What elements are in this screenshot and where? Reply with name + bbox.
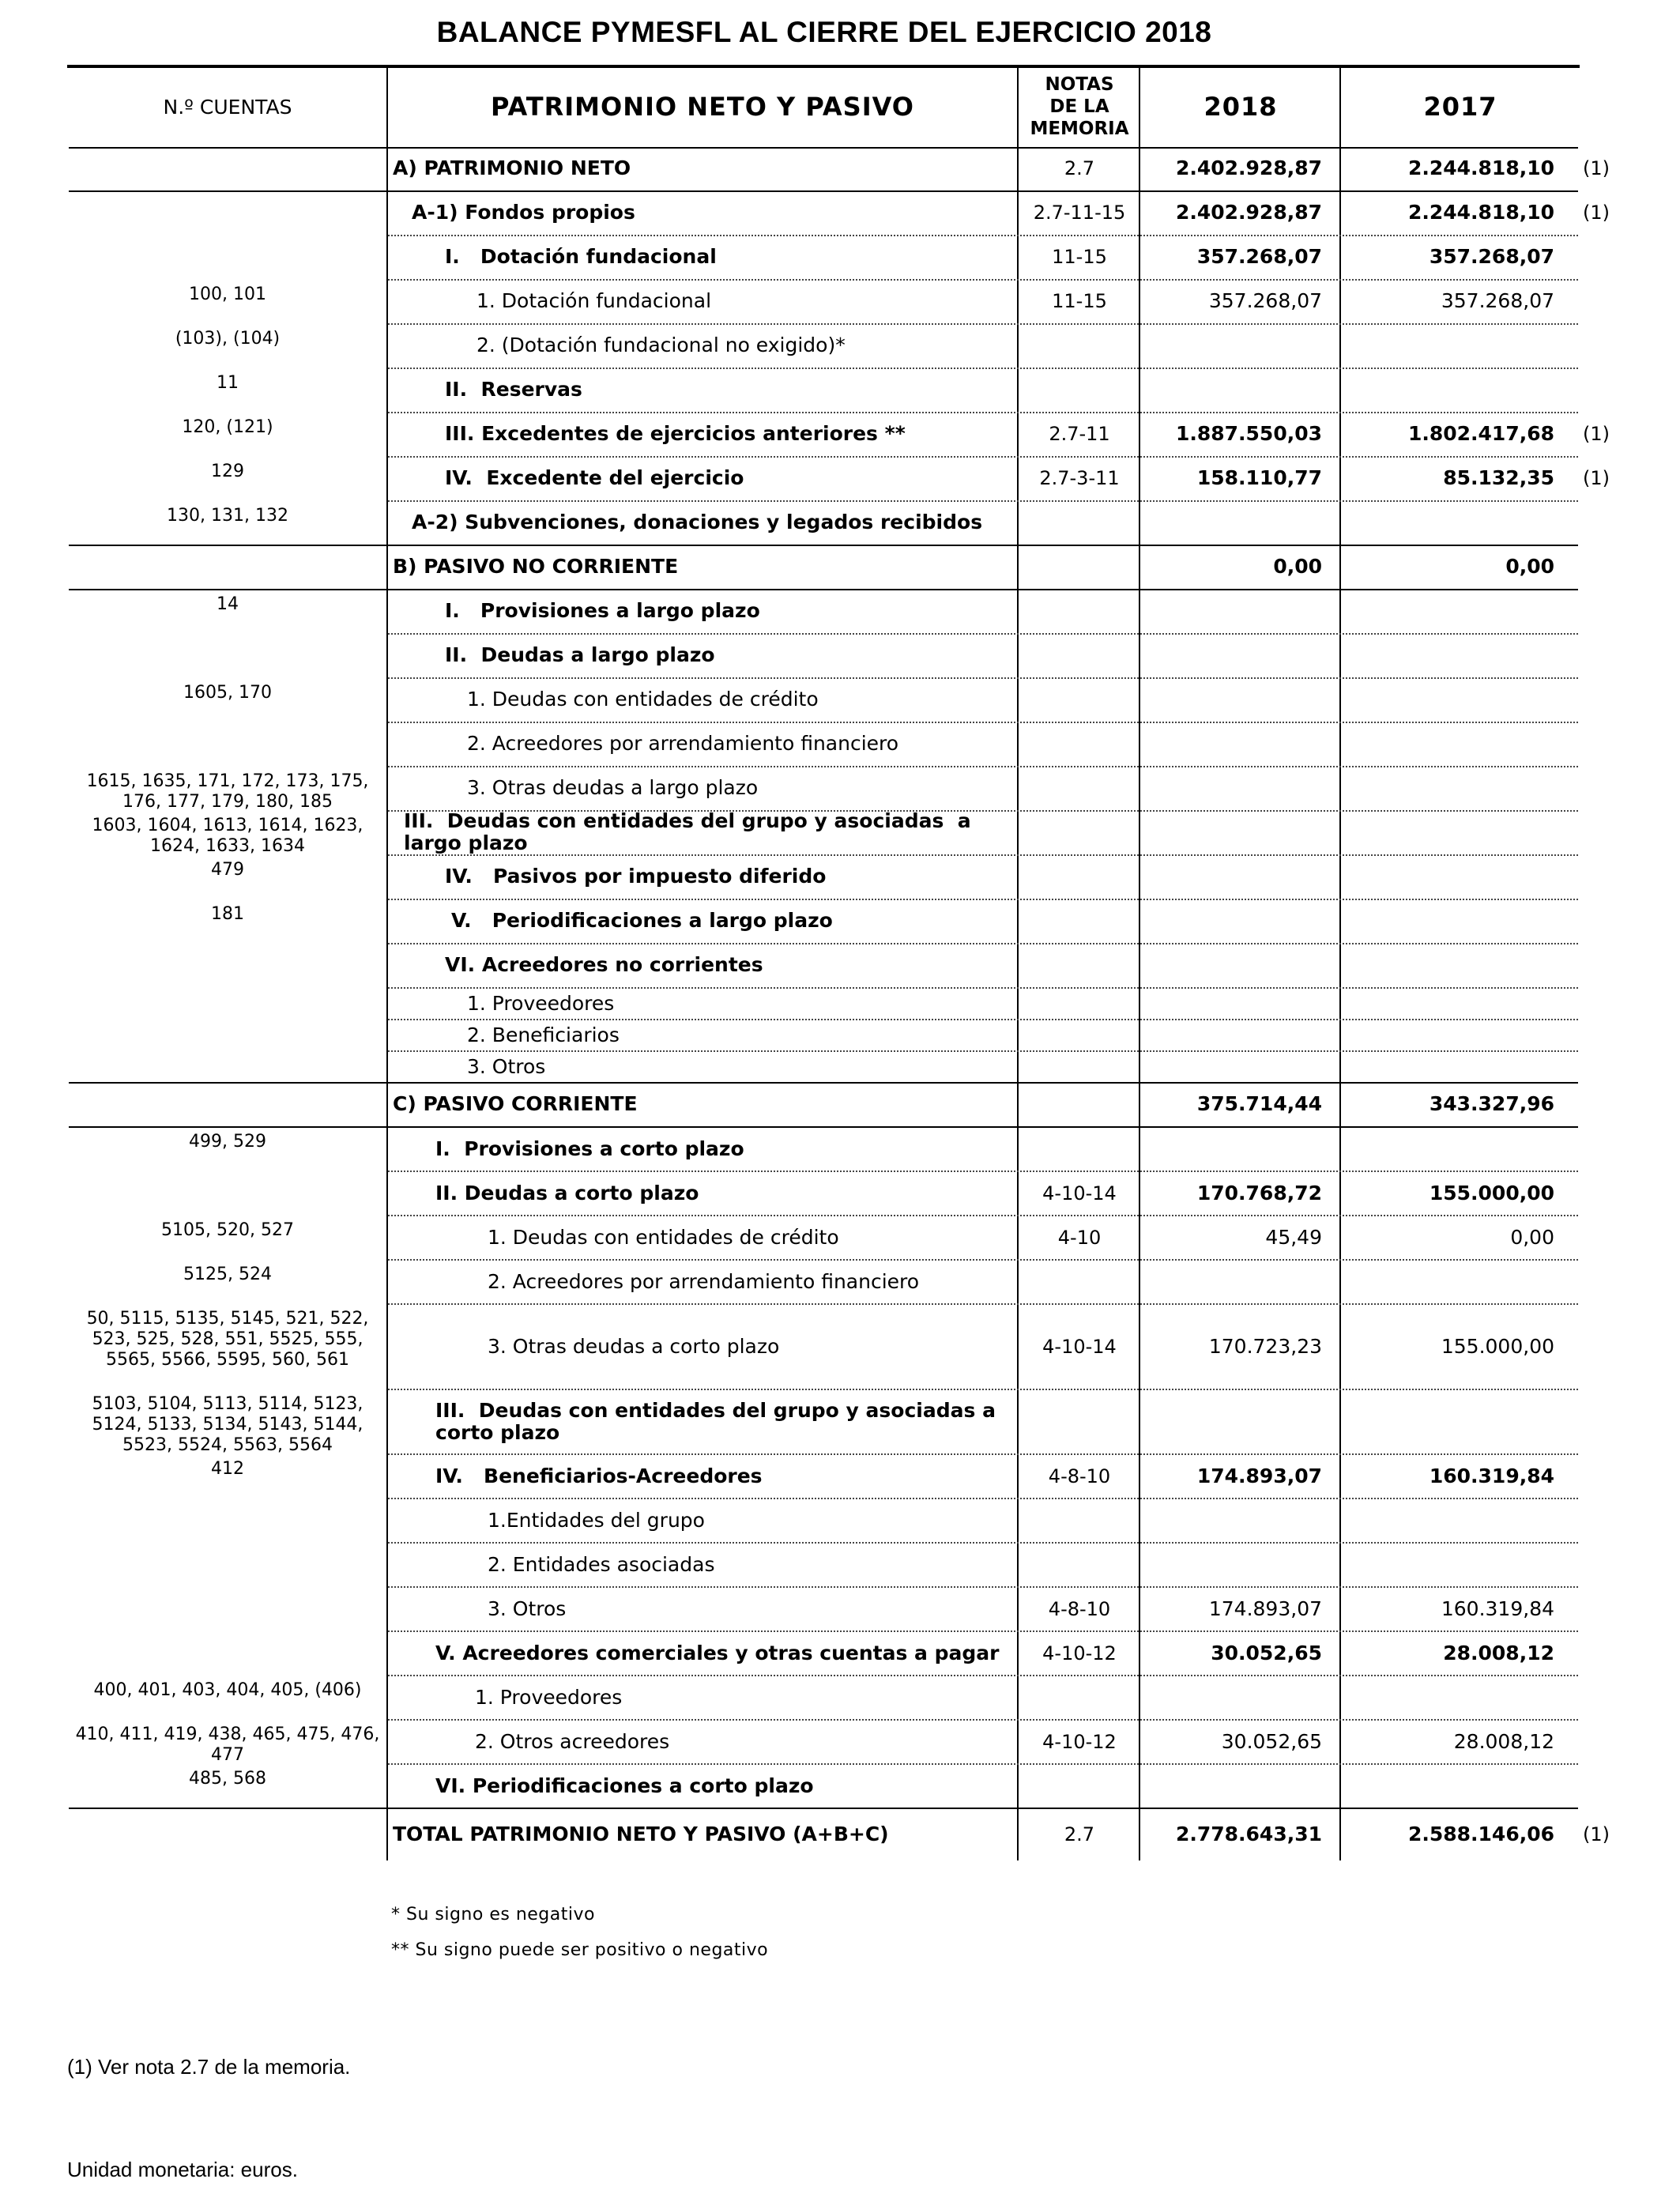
table-row [69, 1676, 1578, 1720]
row-nota [1020, 811, 1139, 854]
row-value-2018 [1142, 855, 1339, 898]
row-nota [1020, 501, 1139, 544]
header-year-2017: 2017 [1423, 92, 1497, 122]
row-cuentas: 410, 411, 419, 438, 465, 475, 476, 477 [75, 1725, 380, 1765]
row-flag [1583, 1764, 1622, 1808]
row-value-2017 [1343, 1389, 1576, 1454]
table-row [69, 457, 1610, 499]
row-cuentas: 120, (121) [182, 417, 273, 437]
row-flag: (1) [1583, 467, 1610, 489]
row-concepto: I. Provisiones a largo plazo [445, 599, 760, 622]
row-value-2017 [1343, 501, 1576, 544]
table-row [69, 722, 1578, 765]
table-row [69, 944, 1578, 986]
row-nota: 4-10-14 [1042, 1336, 1117, 1358]
row-concepto: 1. Deudas con entidades de crédito [488, 1226, 839, 1249]
row-concepto: II. Deudas a corto plazo [435, 1182, 699, 1204]
row-flag [1583, 1389, 1622, 1454]
row-value-2018 [1142, 1389, 1339, 1454]
page-title: BALANCE PYMESFL AL CIERRE DEL EJERCICIO 2018 [436, 16, 1212, 48]
row-cuentas: 11 [217, 373, 239, 393]
row-flag [1583, 1127, 1622, 1171]
row-value-2017 [1343, 678, 1576, 721]
row-concepto: VI. Periodificaciones a corto plazo [435, 1774, 814, 1797]
table-row [69, 545, 1578, 588]
row-concepto: 2. Entidades asociadas [488, 1553, 715, 1576]
row-flag [1583, 590, 1622, 632]
row-value-2018: 2.402.928,87 [1175, 201, 1322, 224]
row-nota [1020, 368, 1139, 411]
table-row [69, 413, 1610, 455]
header-year-2018: 2018 [1203, 92, 1278, 122]
row-concepto: 2. (Dotación fundacional no exigido)* [477, 334, 846, 356]
table-row [69, 1260, 1578, 1304]
balance-table [67, 65, 1610, 1845]
row-concepto: 2. Beneficiarios [467, 1023, 620, 1046]
table-row [69, 368, 1578, 411]
row-flag [1583, 1631, 1622, 1676]
row-value-2017 [1343, 1127, 1576, 1171]
row-cuentas: 5125, 524 [183, 1265, 272, 1284]
table-row [69, 147, 1610, 190]
row-value-2018 [1142, 767, 1339, 809]
row-flag [1583, 767, 1622, 809]
row-value-2018 [1142, 1260, 1339, 1304]
table-row [69, 1587, 1578, 1631]
row-cuentas: 5103, 5104, 5113, 5114, 5123, 5124, 5133, 5134, 5143, 5144, 5523, 5524, 5563, 5564 [92, 1394, 363, 1455]
row-value-2018 [1142, 678, 1339, 721]
row-value-2018 [1142, 368, 1339, 411]
footnote-ref: (1) Ver nota 2.7 de la memoria. [67, 2055, 351, 2079]
header-notas-line: MEMORIA [1030, 119, 1129, 139]
row-nota: 11-15 [1052, 246, 1107, 268]
row-value-2018: 170.723,23 [1208, 1335, 1322, 1358]
row-nota [1020, 855, 1139, 898]
row-nota: 2.7-3-11 [1039, 467, 1120, 489]
row-flag [1583, 1051, 1622, 1083]
row-value-2017 [1343, 1764, 1576, 1808]
row-value-2017 [1343, 634, 1576, 677]
row-value-2017 [1343, 722, 1576, 765]
table-row [69, 1498, 1578, 1543]
header-notas-line: DE LA [1049, 96, 1109, 117]
row-nota [1020, 1543, 1139, 1587]
row-nota [1020, 1260, 1139, 1304]
row-nota: 2.7-11 [1049, 423, 1110, 445]
row-value-2018 [1142, 501, 1339, 544]
row-value-2018 [1142, 988, 1339, 1020]
row-flag [1583, 501, 1622, 544]
row-flag: (1) [1583, 423, 1610, 445]
row-value-2018 [1142, 1764, 1339, 1808]
row-concepto: III. Deudas con entidades del grupo y asociadas a largo plazo [404, 809, 978, 854]
row-flag [1583, 1543, 1622, 1587]
row-value-2017: 2.588.146,06 [1407, 1823, 1554, 1845]
row-value-2017 [1343, 324, 1576, 367]
row-flag [1583, 1304, 1622, 1389]
row-flag [1583, 1587, 1622, 1631]
table-row [69, 191, 1610, 234]
row-value-2017 [1343, 590, 1576, 632]
row-flag [1583, 1020, 1622, 1051]
row-concepto: 2. Otros acreedores [475, 1730, 670, 1753]
row-cuentas: 5105, 520, 527 [161, 1220, 294, 1240]
table-row [69, 1216, 1578, 1260]
row-nota [1020, 545, 1139, 588]
row-concepto: 1.Entidades del grupo [488, 1509, 705, 1532]
table-row [69, 1304, 1578, 1389]
row-nota [1020, 1676, 1139, 1720]
row-nota [1020, 634, 1139, 677]
row-value-2017: 155.000,00 [1429, 1182, 1554, 1204]
row-concepto: B) PASIVO NO CORRIENTE [393, 555, 679, 578]
row-nota [1020, 722, 1139, 765]
table-row [69, 678, 1578, 721]
header-notas-line: NOTAS [1045, 74, 1114, 95]
table-row [69, 1720, 1578, 1764]
row-value-2017 [1343, 368, 1576, 411]
row-value-2017 [1343, 944, 1576, 986]
row-nota [1020, 1127, 1139, 1171]
row-value-2018: 45,49 [1265, 1226, 1322, 1249]
row-cuentas: 400, 401, 403, 404, 405, (406) [93, 1680, 362, 1700]
table-row [69, 811, 1578, 854]
row-flag [1583, 944, 1622, 986]
row-value-2017: 357.268,07 [1441, 289, 1554, 312]
row-concepto: IV. Pasivos por impuesto diferido [445, 865, 827, 888]
header-cuentas: N.º CUENTAS [163, 95, 292, 119]
row-concepto: 3. Otros [467, 1055, 546, 1078]
row-value-2017: 160.319,84 [1429, 1465, 1554, 1487]
row-nota: 4-8-10 [1048, 1598, 1111, 1620]
row-value-2018: 174.893,07 [1208, 1597, 1322, 1620]
row-nota: 4-8-10 [1048, 1465, 1111, 1487]
table-row [69, 1389, 1578, 1454]
row-flag [1583, 324, 1622, 367]
row-concepto: I. Dotación fundacional [445, 245, 717, 268]
table-row [69, 501, 1578, 544]
row-nota: 4-10 [1057, 1227, 1102, 1249]
row-cuentas: 1603, 1604, 1613, 1614, 1623, 1624, 1633, 1634 [92, 816, 363, 856]
row-nota: 4-10-12 [1042, 1731, 1117, 1753]
row-concepto: 2. Acreedores por arrendamiento financiero [467, 732, 899, 755]
row-value-2017 [1343, 811, 1576, 854]
table-row [69, 1631, 1578, 1676]
row-flag [1583, 988, 1622, 1020]
row-flag [1583, 1216, 1622, 1260]
row-value-2017 [1343, 1260, 1576, 1304]
row-flag: (1) [1583, 202, 1610, 224]
note-negative: * Su signo es negativo [391, 1905, 595, 1924]
table-row [69, 855, 1578, 898]
row-value-2017: 0,00 [1505, 555, 1554, 578]
row-value-2017 [1343, 1020, 1576, 1051]
row-nota [1020, 767, 1139, 809]
row-value-2018: 2.778.643,31 [1175, 1823, 1322, 1845]
row-value-2018 [1142, 1051, 1339, 1083]
row-value-2017: 28.008,12 [1453, 1730, 1554, 1753]
row-cuentas: 100, 101 [189, 285, 266, 304]
row-cuentas: 181 [211, 904, 244, 924]
table-row [69, 1543, 1578, 1587]
row-concepto: 3. Otras deudas a corto plazo [488, 1335, 780, 1358]
header-notas [1020, 66, 1139, 147]
row-value-2018: 30.052,65 [1211, 1642, 1322, 1664]
table-row [69, 988, 1578, 1020]
row-value-2017: 357.268,07 [1429, 245, 1554, 268]
row-value-2017 [1343, 899, 1576, 942]
table-row [69, 1171, 1578, 1216]
row-value-2018: 357.268,07 [1208, 289, 1322, 312]
row-cuentas: 485, 568 [189, 1769, 266, 1789]
table-row [69, 1808, 1610, 1860]
row-value-2018 [1142, 1020, 1339, 1051]
row-concepto: A-2) Subvenciones, donaciones y legados recibidos [412, 511, 983, 533]
table-row [69, 1764, 1578, 1808]
row-value-2018 [1142, 944, 1339, 986]
row-value-2017: 28.008,12 [1443, 1642, 1554, 1664]
row-concepto: IV. Excedente del ejercicio [445, 466, 744, 489]
row-value-2018: 0,00 [1273, 555, 1322, 578]
row-value-2018: 357.268,07 [1196, 245, 1322, 268]
row-nota [1020, 1083, 1139, 1125]
row-concepto: 1. Proveedores [475, 1686, 623, 1709]
row-value-2018 [1142, 722, 1339, 765]
row-cuentas: 130, 131, 132 [167, 506, 288, 526]
row-value-2018: 174.893,07 [1196, 1465, 1322, 1487]
row-value-2017: 0,00 [1510, 1226, 1554, 1249]
row-flag: (1) [1583, 1823, 1610, 1845]
row-value-2018: 2.402.928,87 [1175, 156, 1322, 179]
row-value-2017: 155.000,00 [1441, 1335, 1554, 1358]
row-nota [1020, 1764, 1139, 1808]
table-row [69, 1454, 1578, 1498]
row-concepto: IV. Beneficiarios-Acreedores [435, 1465, 763, 1487]
row-cuentas: 50, 5115, 5135, 5145, 521, 522, 523, 525, 528, 551, 5525, 555, 5565, 5566, 5595, 560, 561 [86, 1309, 369, 1370]
table-row [69, 1051, 1578, 1083]
row-flag [1583, 1260, 1622, 1304]
row-flag [1583, 1454, 1622, 1498]
row-value-2017 [1343, 1498, 1576, 1543]
table-row [69, 1020, 1578, 1051]
row-nota [1020, 944, 1139, 986]
row-flag [1583, 236, 1622, 278]
row-nota [1020, 1020, 1139, 1051]
row-concepto: II. Deudas a largo plazo [445, 643, 715, 666]
row-value-2018 [1142, 1498, 1339, 1543]
row-flag [1583, 545, 1622, 588]
row-value-2017: 2.244.818,10 [1407, 201, 1554, 224]
row-value-2018 [1142, 1127, 1339, 1171]
row-cuentas: 412 [211, 1459, 244, 1479]
row-value-2018 [1142, 1543, 1339, 1587]
row-cuentas: 499, 529 [189, 1132, 266, 1152]
row-concepto: 3. Otras deudas a largo plazo [467, 776, 759, 799]
row-concepto: 2. Acreedores por arrendamiento financiero [488, 1270, 920, 1293]
row-flag [1583, 1083, 1622, 1125]
row-concepto: III. Deudas con entidades del grupo y asociadas a corto plazo [435, 1399, 1003, 1444]
row-concepto: I. Provisiones a corto plazo [435, 1137, 744, 1160]
row-nota [1020, 1498, 1139, 1543]
row-value-2017: 1.802.417,68 [1407, 422, 1554, 445]
row-value-2017: 343.327,96 [1429, 1092, 1554, 1115]
row-value-2017 [1343, 1676, 1576, 1720]
header-main: PATRIMONIO NETO Y PASIVO [490, 92, 914, 122]
row-cuentas: 129 [211, 462, 244, 481]
row-flag [1583, 899, 1622, 942]
row-flag [1583, 1171, 1622, 1216]
row-concepto: C) PASIVO CORRIENTE [393, 1092, 638, 1115]
row-flag: (1) [1583, 157, 1610, 179]
row-nota: 4-10-12 [1042, 1642, 1117, 1664]
row-nota [1020, 899, 1139, 942]
row-flag [1583, 678, 1622, 721]
table-row [69, 634, 1578, 677]
row-value-2017: 2.244.818,10 [1407, 156, 1554, 179]
row-value-2017 [1343, 855, 1576, 898]
table-row [69, 1127, 1578, 1171]
row-concepto: V. Acreedores comerciales y otras cuentas a pagar [435, 1642, 1000, 1664]
row-nota: 2.7 [1064, 157, 1095, 179]
row-concepto: 1. Dotación fundacional [477, 289, 712, 312]
row-value-2017 [1343, 1543, 1576, 1587]
row-value-2018 [1142, 899, 1339, 942]
row-flag [1583, 1498, 1622, 1543]
row-value-2018: 30.052,65 [1221, 1730, 1322, 1753]
row-concepto: II. Reservas [445, 378, 582, 401]
row-flag [1583, 634, 1622, 677]
row-value-2018 [1142, 590, 1339, 632]
row-flag [1583, 855, 1622, 898]
row-nota: 2.7-11-15 [1033, 202, 1126, 224]
row-flag [1583, 811, 1622, 854]
row-value-2017 [1343, 1051, 1576, 1083]
note-sign: ** Su signo puede ser positivo o negativo [391, 1940, 769, 1960]
table-row [69, 1083, 1578, 1125]
row-value-2018: 1.887.550,03 [1175, 422, 1322, 445]
row-cuentas: 1615, 1635, 171, 172, 173, 175, 176, 177, 179, 180, 185 [86, 771, 369, 812]
row-flag [1583, 722, 1622, 765]
row-value-2017: 85.132,35 [1443, 466, 1554, 489]
table-header [69, 66, 1578, 149]
row-value-2018: 158.110,77 [1196, 466, 1322, 489]
row-nota [1020, 678, 1139, 721]
row-nota [1020, 988, 1139, 1020]
row-flag [1583, 1720, 1622, 1764]
table-row [69, 324, 1578, 367]
row-concepto: 1. Deudas con entidades de crédito [467, 688, 819, 711]
row-concepto: 3. Otros [488, 1597, 567, 1620]
footnote-unit: Unidad monetaria: euros. [67, 2158, 298, 2181]
table-row [69, 236, 1578, 278]
row-concepto: III. Excedentes de ejercicios anteriores ** [445, 422, 906, 445]
row-value-2018: 375.714,44 [1196, 1092, 1322, 1115]
row-concepto: V. Periodificaciones a largo plazo [451, 909, 833, 932]
row-value-2017 [1343, 988, 1576, 1020]
row-cuentas: (103), (104) [175, 329, 281, 349]
row-concepto: A) PATRIMONIO NETO [393, 156, 631, 179]
row-nota: 4-10-14 [1042, 1182, 1117, 1204]
row-nota [1020, 1389, 1139, 1454]
row-value-2018: 170.768,72 [1196, 1182, 1322, 1204]
row-nota: 2.7 [1064, 1823, 1095, 1845]
row-concepto: VI. Acreedores no corrientes [445, 953, 763, 976]
row-nota [1020, 1051, 1139, 1083]
row-value-2018 [1142, 811, 1339, 854]
table-row [69, 280, 1578, 322]
row-value-2018 [1142, 324, 1339, 367]
row-concepto: 1. Proveedores [467, 992, 615, 1015]
row-cuentas: 14 [217, 594, 239, 614]
row-value-2017: 160.319,84 [1441, 1597, 1554, 1620]
row-cuentas: 1605, 170 [183, 683, 272, 703]
row-flag [1583, 368, 1622, 411]
row-value-2017 [1343, 767, 1576, 809]
row-concepto: A-1) Fondos propios [412, 201, 635, 224]
row-nota [1020, 590, 1139, 632]
row-value-2018 [1142, 634, 1339, 677]
table-row [69, 899, 1578, 942]
row-concepto: TOTAL PATRIMONIO NETO Y PASIVO (A+B+C) [393, 1823, 889, 1845]
row-nota: 11-15 [1052, 290, 1107, 312]
row-flag [1583, 1676, 1622, 1720]
row-value-2018 [1142, 1676, 1339, 1720]
row-nota [1020, 324, 1139, 367]
row-flag [1583, 280, 1622, 322]
table-row [69, 767, 1578, 812]
table-row [69, 590, 1578, 632]
row-cuentas: 479 [211, 860, 244, 880]
